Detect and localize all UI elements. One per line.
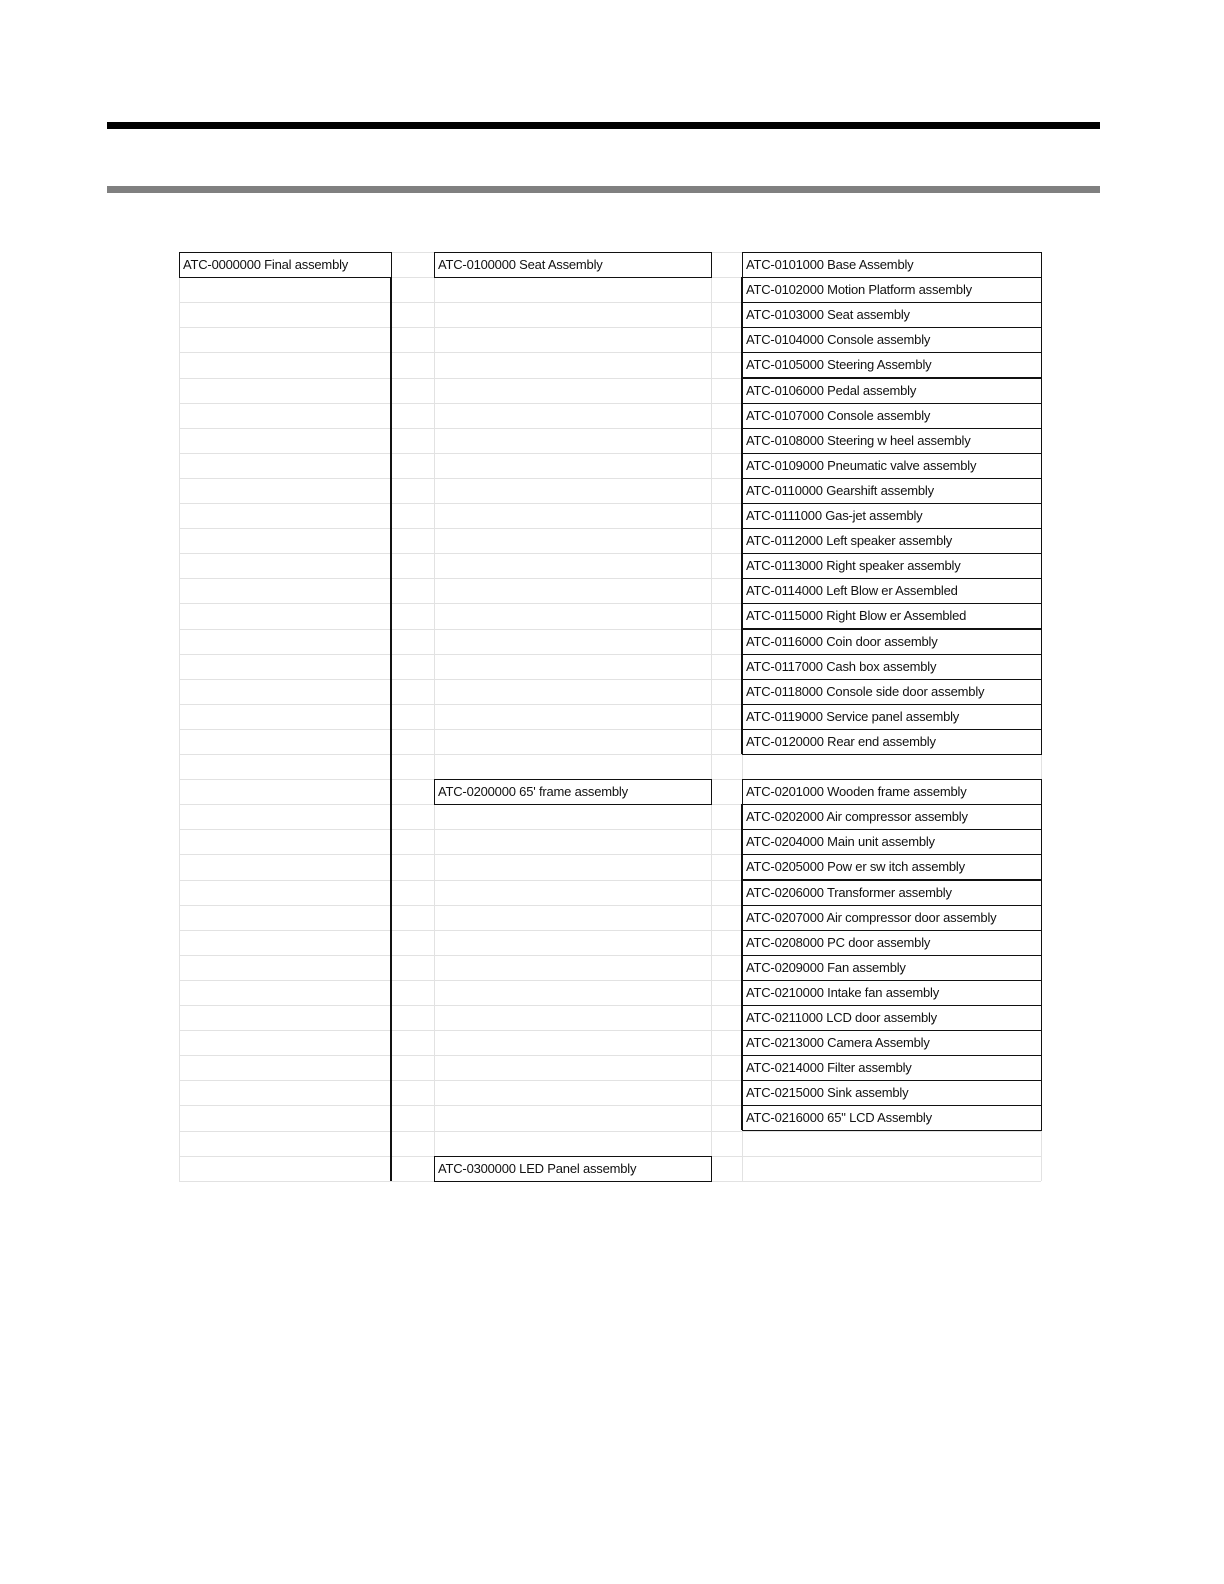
level3-assembly-cell: ATC-0215000 Sink assembly — [742, 1080, 1042, 1106]
level3-assembly-cell: ATC-0108000 Steering w heel assembly — [742, 428, 1042, 454]
level3-assembly-cell: ATC-0205000 Pow er sw itch assembly — [742, 854, 1042, 880]
level3-assembly-cell: ATC-0106000 Pedal assembly — [742, 378, 1042, 404]
level3-assembly-cell: ATC-0109000 Pneumatic valve assembly — [742, 453, 1042, 479]
level3-assembly-cell: ATC-0110000 Gearshift assembly — [742, 478, 1042, 504]
level3-assembly-cell: ATC-0216000 65" LCD Assembly — [742, 1105, 1042, 1131]
level3-assembly-cell: ATC-0204000 Main unit assembly — [742, 829, 1042, 855]
level3-assembly-cell: ATC-0213000 Camera Assembly — [742, 1030, 1042, 1056]
gridline-column — [711, 252, 712, 1181]
level3-assembly-cell: ATC-0207000 Air compressor door assembly — [742, 905, 1042, 931]
level3-assembly-cell: ATC-0105000 Steering Assembly — [742, 352, 1042, 378]
level3-assembly-cell: ATC-0208000 PC door assembly — [742, 930, 1042, 956]
level3-assembly-cell: ATC-0211000 LCD door assembly — [742, 1005, 1042, 1031]
level3-assembly-cell: ATC-0107000 Console assembly — [742, 403, 1042, 429]
level3-assembly-cell: ATC-0120000 Rear end assembly — [742, 729, 1042, 755]
level3-assembly-cell: ATC-0209000 Fan assembly — [742, 955, 1042, 981]
level3-assembly-cell: ATC-0104000 Console assembly — [742, 327, 1042, 353]
gridline-row — [179, 1131, 1041, 1132]
gridline-column — [434, 252, 435, 1181]
level3-assembly-cell: ATC-0116000 Coin door assembly — [742, 629, 1042, 655]
level2-assembly-cell: ATC-0300000 LED Panel assembly — [434, 1156, 712, 1182]
level3-assembly-cell: ATC-0113000 Right speaker assembly — [742, 553, 1042, 579]
level3-assembly-cell: ATC-0101000 Base Assembly — [742, 252, 1042, 278]
level3-assembly-cell: ATC-0114000 Left Blow er Assembled — [742, 578, 1042, 604]
level1-assembly-cell: ATC-0000000 Final assembly — [179, 252, 392, 278]
level3-assembly-cell: ATC-0202000 Air compressor assembly — [742, 804, 1042, 830]
level2-assembly-cell: ATC-0200000 65' frame assembly — [434, 779, 712, 805]
level3-assembly-cell: ATC-0103000 Seat assembly — [742, 302, 1042, 328]
level3-assembly-cell: ATC-0112000 Left speaker assembly — [742, 528, 1042, 554]
level3-assembly-cell: ATC-0206000 Transformer assembly — [742, 880, 1042, 906]
level3-assembly-cell: ATC-0102000 Motion Platform assembly — [742, 277, 1042, 303]
level3-assembly-cell: ATC-0214000 Filter assembly — [742, 1055, 1042, 1081]
level3-assembly-cell: ATC-0210000 Intake fan assembly — [742, 980, 1042, 1006]
level3-assembly-cell: ATC-0117000 Cash box assembly — [742, 654, 1042, 680]
level3-assembly-cell: ATC-0115000 Right Blow er Assembled — [742, 603, 1042, 629]
level3-assembly-cell: ATC-0111000 Gas-jet assembly — [742, 503, 1042, 529]
level2-assembly-cell: ATC-0100000 Seat Assembly — [434, 252, 712, 278]
level1-connector — [390, 277, 392, 1181]
level3-assembly-cell: ATC-0118000 Console side door assembly — [742, 679, 1042, 705]
level3-assembly-cell: ATC-0119000 Service panel assembly — [742, 704, 1042, 730]
level3-assembly-cell: ATC-0201000 Wooden frame assembly — [742, 779, 1042, 805]
gridline-column — [179, 252, 180, 1181]
